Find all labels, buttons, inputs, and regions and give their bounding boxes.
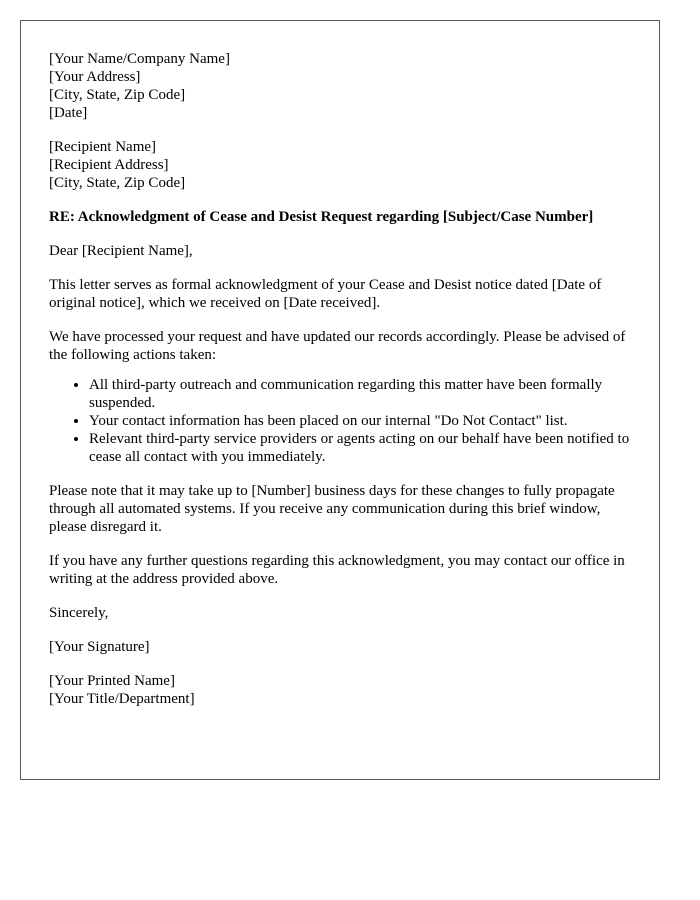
recipient-block <box>49 138 631 192</box>
sender-city: [City, State, Zip Code] <box>49 87 186 103</box>
signature-placeholder: [Your Signature] <box>49 639 150 655</box>
paragraph-contact-note: If you have any further questions regarding this acknowledgment, you may contact our office in writing at the address provided above. <box>49 553 625 587</box>
recipient-address: [Recipient Address] <box>49 157 169 173</box>
letter-page <box>20 20 660 780</box>
paragraph-actions-intro: We have processed your request and have updated our records accordingly. Please be advised of the following actions taken: <box>49 329 626 363</box>
signer-block <box>49 672 631 708</box>
recipient-name: [Recipient Name] <box>49 139 157 155</box>
sender-address: [Your Address] <box>49 69 141 85</box>
paragraph-intro: This letter serves as formal acknowledgment of your Cease and Desist notice dated [Date of original notice], which we received on [Date received]. <box>49 277 602 311</box>
list-item: • Relevant third-party service providers or agents acting on our behalf have been notified to cease all contact with you immediately. <box>89 430 631 466</box>
letter-date: [Date] <box>49 105 88 121</box>
recipient-city: [City, State, Zip Code] <box>49 175 186 191</box>
closing: Sincerely, <box>49 605 109 621</box>
sender-name: [Your Name/Company Name] <box>49 51 230 67</box>
salutation: Dear [Recipient Name], <box>49 243 193 259</box>
list-item: • All third-party outreach and communication regarding this matter have been formally suspended. <box>89 376 631 412</box>
paragraph-propagation-note: Please note that it may take up to [Number] business days for these changes to fully propagate through all automated systems. If you receive any communication during this brief window, please disregard it. <box>49 483 615 535</box>
signer-title: [Your Title/Department] <box>49 691 195 707</box>
list-item: • Your contact information has been placed on our internal "Do Not Contact" list. <box>89 412 631 430</box>
printed-name: [Your Printed Name] <box>49 673 175 689</box>
actions-list <box>49 376 631 466</box>
sender-block <box>49 50 631 122</box>
subject-line: RE: Acknowledgment of Cease and Desist Request regarding [Subject/Case Number] <box>49 209 594 225</box>
